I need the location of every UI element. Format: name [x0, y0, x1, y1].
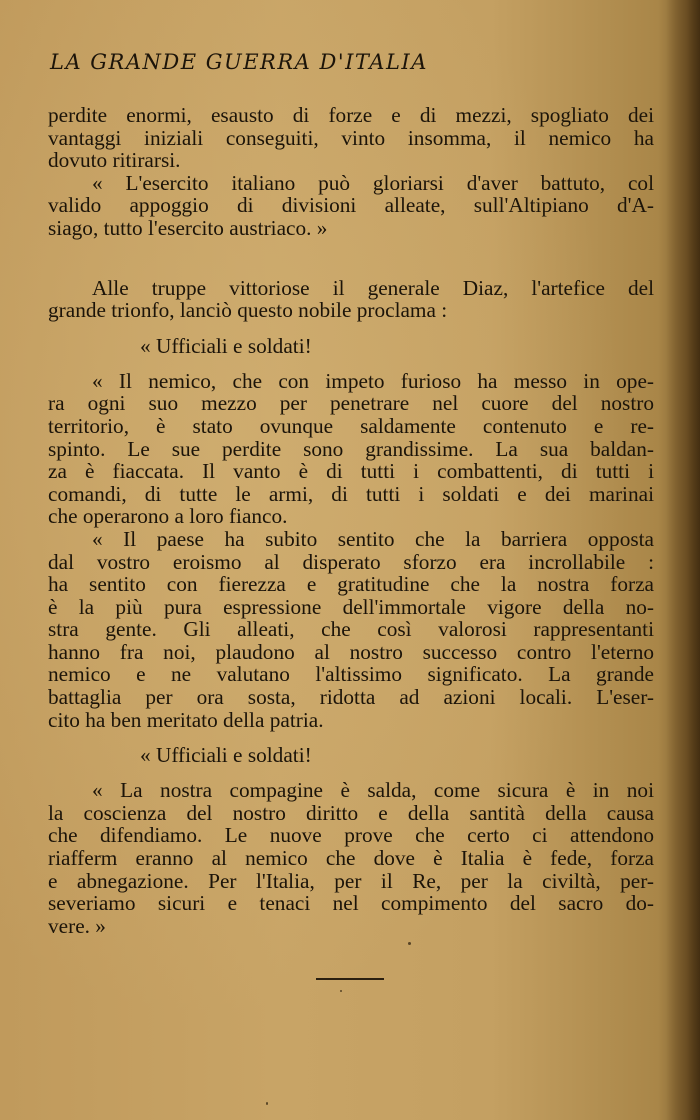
- text-line: riafferm eranno al nemico che dove è Italia è fede, forza: [48, 846, 654, 871]
- text-line: territorio, è stato ovunque saldamente contenuto e re-: [48, 413, 654, 438]
- end-rule: [316, 978, 384, 980]
- running-head: LA GRANDE GUERRA D'ITALIA: [50, 50, 428, 74]
- paper-speck: [408, 942, 411, 945]
- paper-speck: [266, 1102, 268, 1105]
- body-text: [48, 104, 654, 937]
- text-line: comandi, di tutte le armi, di tutti i soldati e dei marinai: [48, 481, 654, 506]
- text-line: battaglia per ora sosta, ridotta ad azioni locali. L'eser-: [48, 685, 654, 710]
- text-line: ra ogni suo mezzo per penetrare nel cuore del nostro: [48, 391, 654, 416]
- paper-speck: [340, 990, 342, 992]
- text-line: hanno fra noi, plaudono al nostro successo contro l'eterno: [48, 639, 654, 664]
- text-line: grande trionfo, lanciò questo nobile proclama :: [48, 298, 448, 323]
- text-line: vere. »: [48, 913, 106, 938]
- text-line: severiamo sicuri e tenaci nel compimento del sacro do-: [48, 891, 654, 916]
- paragraph-4: [48, 370, 654, 528]
- text-line: la coscienza del nostro diritto e della santità della causa: [48, 800, 654, 825]
- text-line: « L'esercito italiano può gloriarsi d'aver battuto, col: [92, 170, 654, 195]
- text-line: che operarono a loro fianco.: [48, 504, 288, 529]
- text-line: siago, tutto l'esercito austriaco. »: [48, 215, 328, 240]
- paragraph-6: [48, 779, 654, 937]
- text-line: za è fiaccata. Il vanto è di tutti i combattenti, di tutti i: [48, 459, 654, 484]
- paragraph-2: [48, 172, 654, 240]
- text-line: dal vostro eroismo al disperato sforzo era incrollabile :: [48, 549, 654, 574]
- text-line: cito ha ben meritato della patria.: [48, 707, 324, 732]
- text-line: che difendiamo. Le nuove prove che certo ci attendono: [48, 823, 654, 848]
- paragraph-3: [48, 277, 654, 322]
- salutation: « Ufficiali e soldati!: [140, 333, 312, 358]
- text-line: Alle truppe vittoriose il generale Diaz, l'artefice del: [92, 275, 654, 300]
- text-line: ha sentito con fierezza e gratitudine che la nostra forza: [48, 572, 654, 597]
- paragraph-1: [48, 104, 654, 172]
- salutation: « Ufficiali e soldati!: [140, 743, 312, 768]
- text-line: e abnegazione. Per l'Italia, per il Re, per la civiltà, per-: [48, 868, 654, 893]
- text-line: vantaggi iniziali conseguiti, vinto insomma, il nemico ha: [48, 125, 654, 150]
- text-line: spinto. Le sue perdite sono grandissime. La sua baldan-: [48, 436, 654, 461]
- text-line: valido appoggio di divisioni alleate, sull'Altipiano d'A-: [48, 193, 654, 218]
- text-line: dovuto ritirarsi.: [48, 148, 181, 173]
- text-line: « Il paese ha subito sentito che la barriera opposta: [92, 526, 654, 551]
- text-line: è la più pura espressione dell'immortale vigore della no-: [48, 594, 654, 619]
- text-line: nemico e ne valutano l'altissimo significato. La grande: [48, 662, 654, 687]
- text-line: « La nostra compagine è salda, come sicura è in noi: [92, 778, 654, 803]
- text-line: « Il nemico, che con impeto furioso ha messo in ope-: [92, 368, 654, 393]
- page-spine-shadow: [666, 0, 700, 1120]
- text-line: stra gente. Gli alleati, che così valorosi rappresentanti: [48, 617, 654, 642]
- paragraph-5: [48, 528, 654, 731]
- text-line: perdite enormi, esausto di forze e di mezzi, spogliato dei: [48, 103, 654, 127]
